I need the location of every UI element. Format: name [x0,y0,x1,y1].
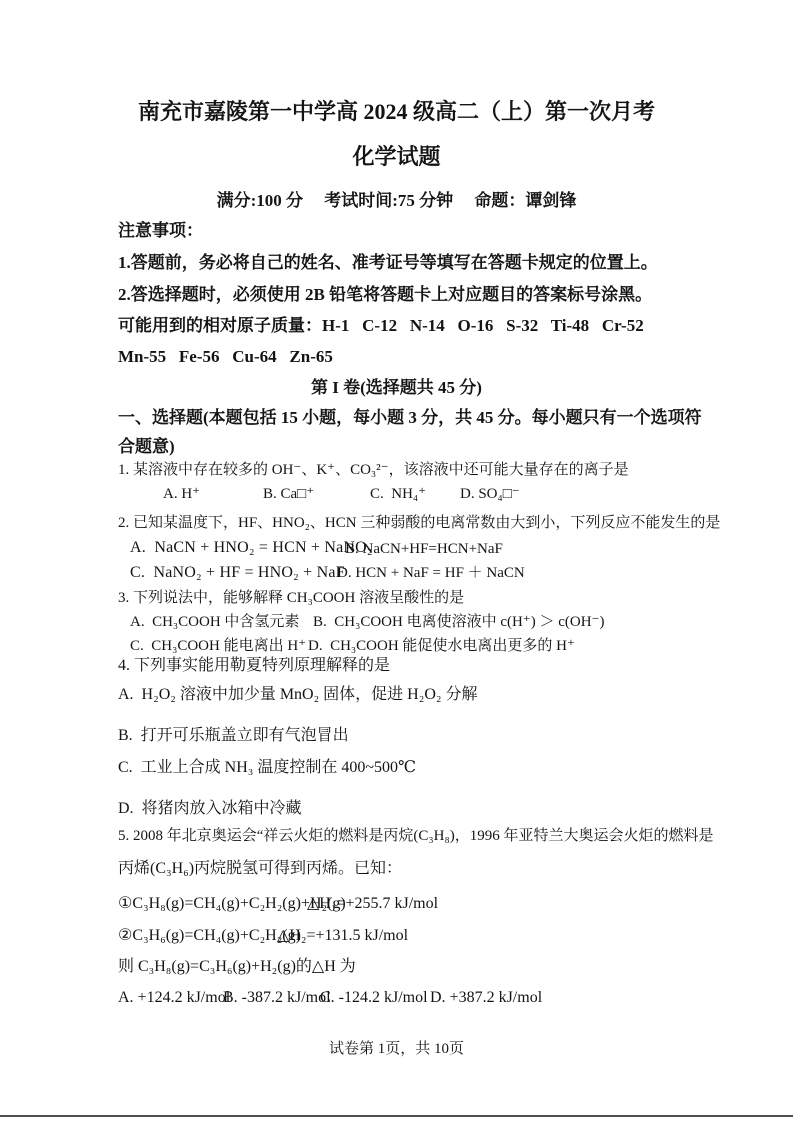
question-1-option-a: A. H⁺ [163,486,201,502]
part1-title: 第 I 卷(选择题共 45 分) [311,378,482,397]
question-5-option-c: C. -124.2 kJ/mol [320,989,428,1006]
question-2-option-b: B. NaCN+HF=HCN+NaF [345,541,503,557]
atomic-mass-line-2: Mn-55 Fe-56 Cu-64 Zn-65 [118,347,333,366]
question-1-option-d: D. SO₄□⁻ [460,486,520,502]
question-5-option-b: B. -387.2 kJ/mol [223,989,331,1006]
question-5-option-a: A. +124.2 kJ/mol [118,989,231,1006]
question-5-equation-2-deltaH: △H₂=+131.5 kJ/mol [277,927,409,944]
question-5-equation-1: ①C₃H₈(g)=CH₄(g)+C₂H₂(g)+H₂(g) [118,895,346,912]
notice-item-2: 2.答选择题时，必须使用 2B 铅笔将答题卡上对应题目的答案标号涂黑。 [118,285,653,304]
question-4-option-a: A. H₂O₂ 溶液中加少量 MnO₂ 固体，促进 H₂O₂ 分解 [118,686,478,703]
question-1-option-b: B. Ca□⁺ [263,486,315,502]
question-5-conclusion: 则 C₃H₈(g)=C₃H₆(g)+H₂(g)的△H 为 [118,958,356,975]
question-2-text: 2. 已知某温度下，HF、HNO₂、HCN 三种弱酸的电离常数由大到小，下列反应不能发生的是 [118,515,721,531]
notice-heading: 注意事项： [118,221,203,240]
exam-title: 南充市嘉陵第一中学高 2024 级高二（上）第一次月考 [137,99,655,124]
question-2-option-a: A. NaCN + HNO₂ = HCN + NaNO₂ [130,539,373,556]
question-3-option-c: C. CH₃COOH 能电离出 H⁺ [130,638,307,654]
question-2-option-d: D. HCN + NaF = HF ＋ NaCN [337,565,525,581]
question-4-option-b: B. 打开可乐瓶盖立即有气泡冒出 [118,727,349,744]
question-4-option-d: D. 将猪肉放入冰箱中冷藏 [118,800,302,817]
question-3-option-b: B. CH₃COOH 电离使溶液中 c(H⁺) ＞ c(OH⁻) [313,614,605,630]
question-3-option-d: D. CH₃COOH 能促使水电离出更多的 H⁺ [308,638,575,654]
exam-subtitle: 化学试题 [352,144,441,169]
section1-intro-line-1: 一、选择题(本题包括 15 小题，每小题 3 分，共 45 分。每小题只有一个选项符 [118,408,702,427]
exam-meta: 满分:100 分 考试时间:75 分钟 命题：谭剑锋 [216,191,577,210]
question-5-equation-2: ②C₃H₆(g)=CH₄(g)+C₂H₂(g) [118,927,301,944]
question-3-text: 3. 下列说法中，能够解释 CH₃COOH 溶液呈酸性的是 [118,590,465,606]
question-1-option-c: C. NH₄⁺ [370,486,427,502]
question-3-option-a: A. CH₃COOH 中含氢元素 [130,614,300,630]
question-5-equation-1-deltaH: △H₁=+255.7 kJ/mol [307,895,439,912]
section1-intro-line-2: 合题意) [118,437,175,456]
question-4-option-c: C. 工业上合成 NH₃ 温度控制在 400~500℃ [118,759,416,776]
question-5-text-line-1: 5. 2008 年北京奥运会“祥云火炬的燃料是丙烷(C₃H₈)，1996 年亚特兰大奥运会火炬的燃料是 [118,828,714,844]
question-5-text-line-2: 丙烯(C₃H₆)丙烷脱氢可得到丙烯。已知： [118,860,403,877]
page-bottom-divider [0,1115,793,1117]
question-5-option-d: D. +387.2 kJ/mol [430,989,543,1006]
question-4-text: 4. 下列事实能用勒夏特列原理解释的是 [118,657,391,674]
question-2-option-c: C. NaNO₂ + HF = HNO₂ + NaF [130,564,345,581]
footer-page-number: 试卷第 1页，共 10页 [328,1041,464,1057]
atomic-mass-line-1: 可能用到的相对原子质量：H-1 C-12 N-14 O-16 S-32 Ti-48 Cr-52 [118,316,644,335]
notice-item-1: 1.答题前，务必将自己的姓名、准考证号等填写在答题卡规定的位置上。 [118,253,658,272]
question-1-text: 1. 某溶液中存在较多的 OH⁻、K⁺、CO₃²⁻，该溶液中还可能大量存在的离子是 [118,462,629,478]
